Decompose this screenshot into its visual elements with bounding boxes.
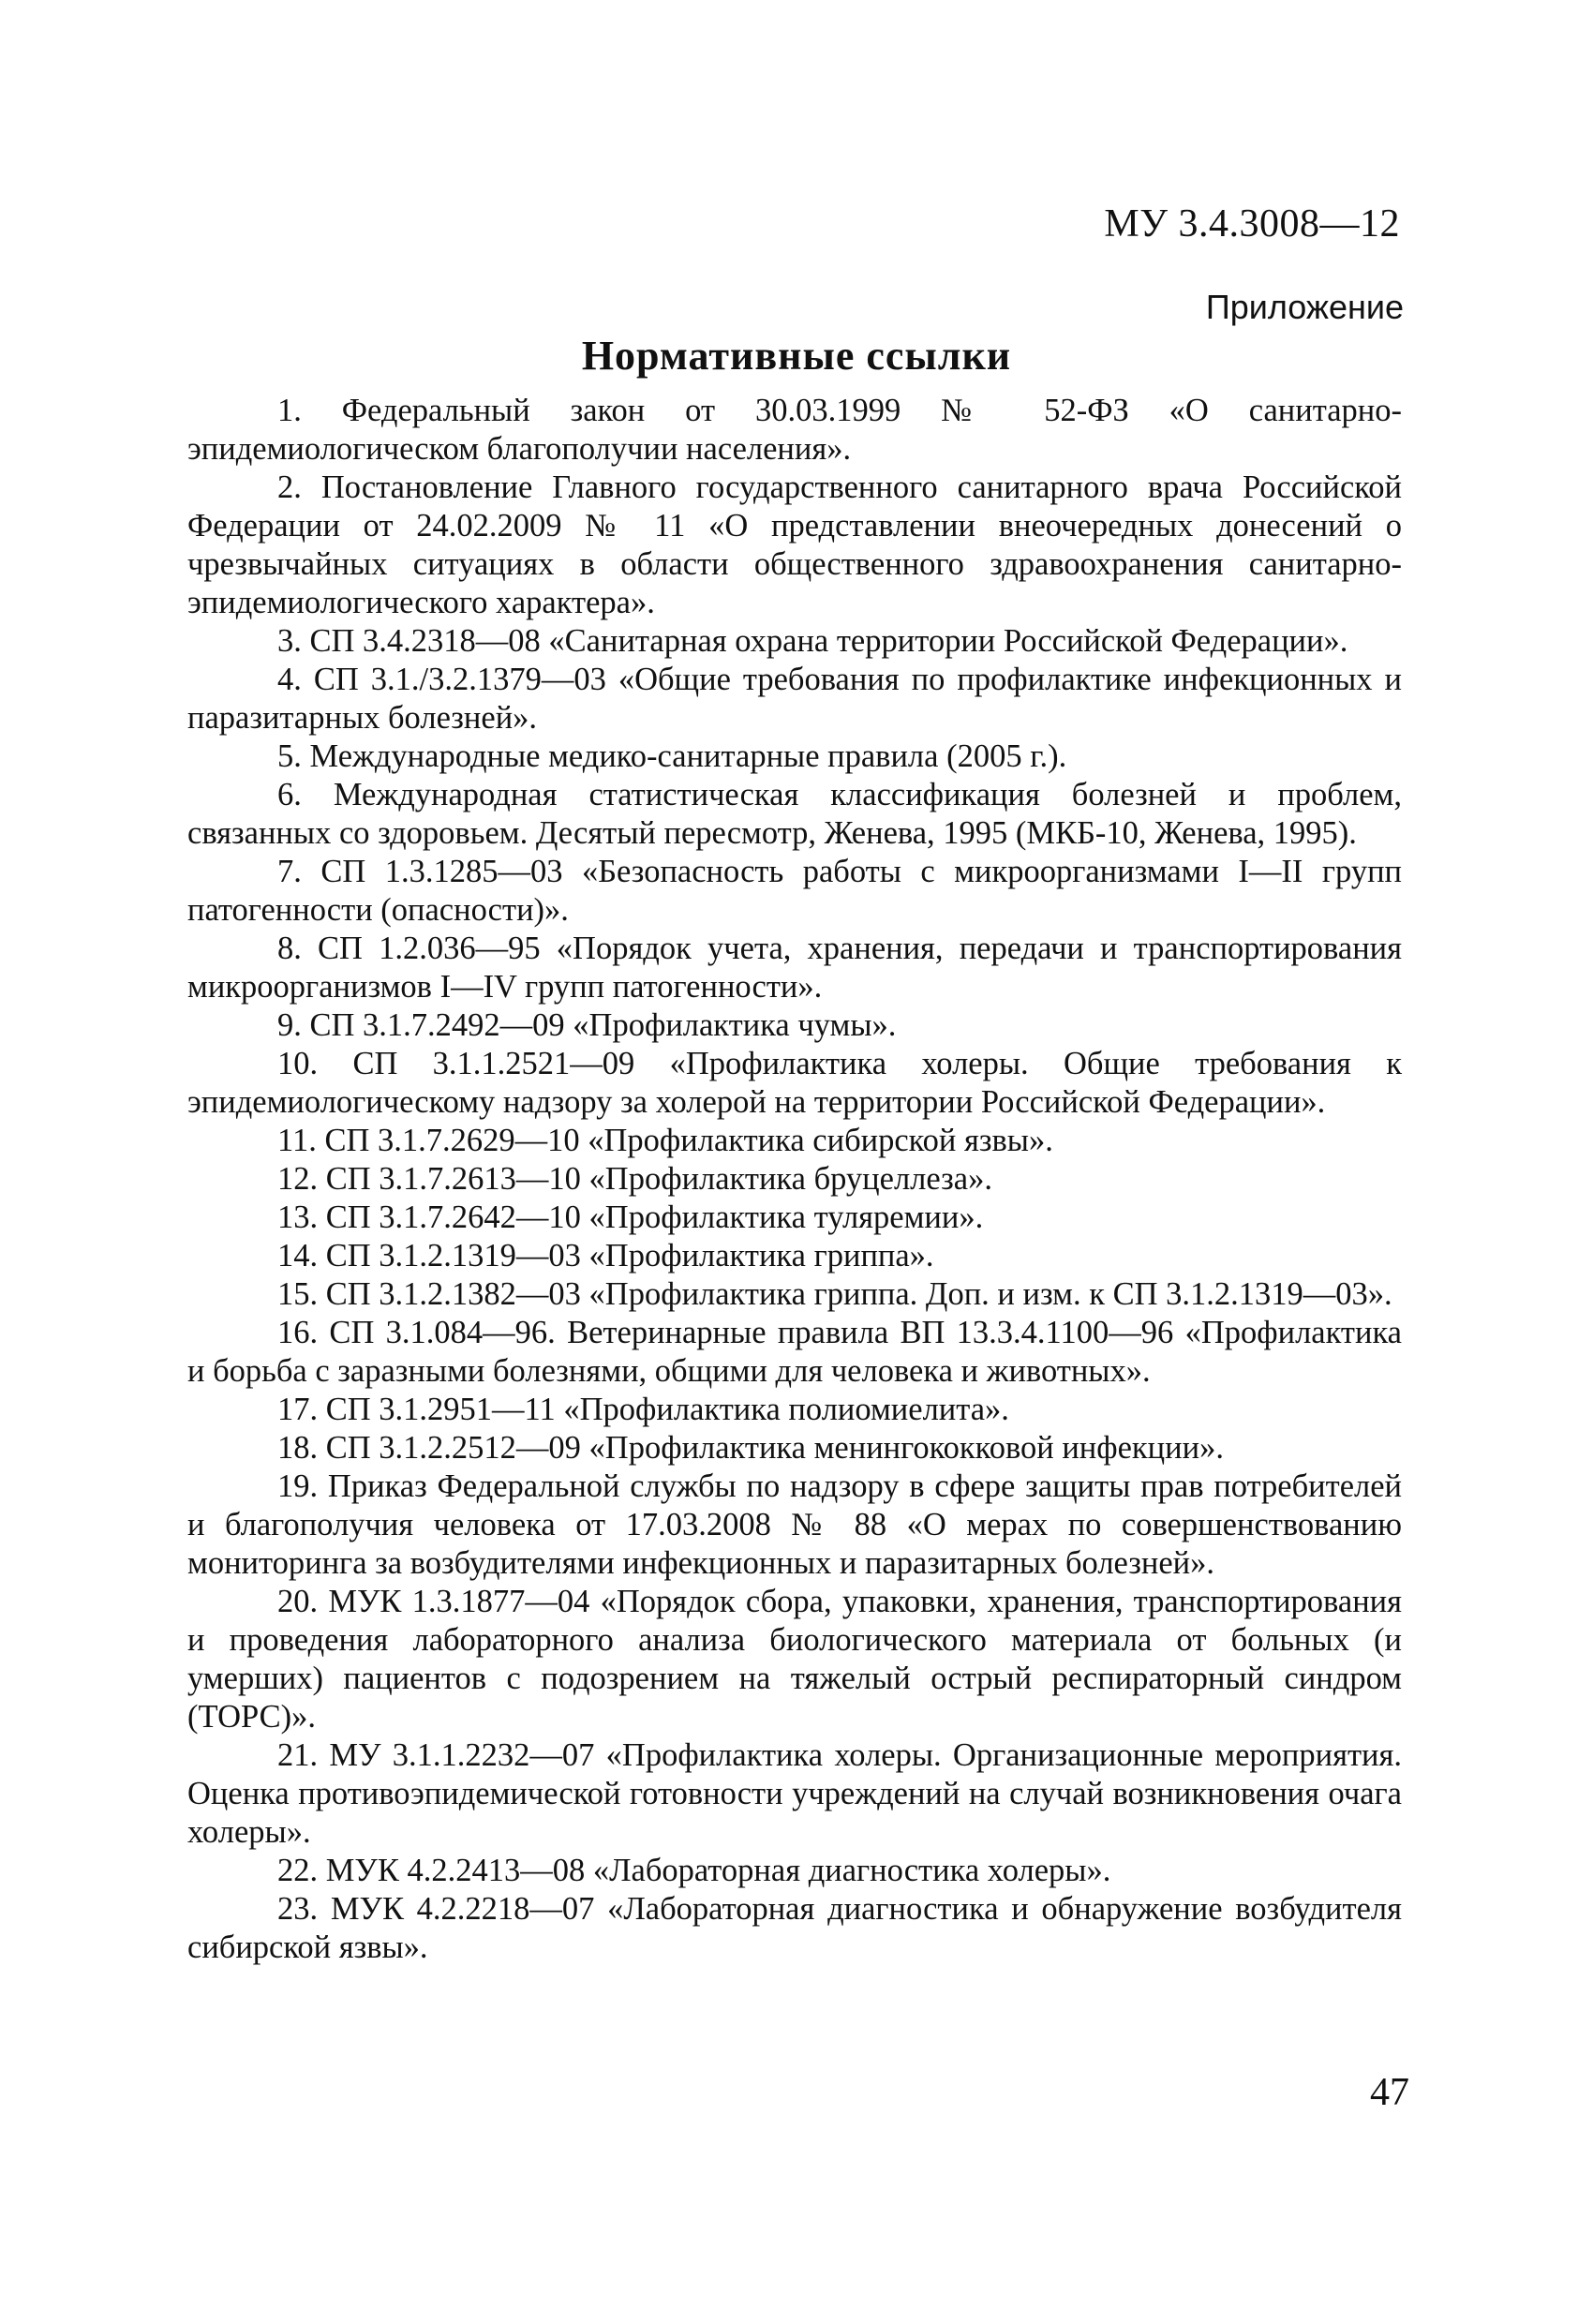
page-number: 47 [1370, 2071, 1409, 2114]
reference-item: 11. СП 3.1.7.2629—10 «Профилактика сибирской язвы». [277, 1123, 1053, 1158]
reference-item: 13. СП 3.1.7.2642—10 «Профилактика туляремии». [277, 1199, 984, 1235]
reference-item: 1. Федеральный закон от 30.03.1999 № 52-ФЗ «О санитарно-эпидемиологическом благополучии населения». [187, 393, 1402, 467]
reference-item: 10. СП 3.1.1.2521—09 «Профилактика холеры. Общие требования к эпидемиологическому надзору за холерой на территории Российской Федерации». [187, 1046, 1402, 1120]
reference-item: 23. МУК 4.2.2218—07 «Лабораторная диагностика и обнаружение возбудителя сибирской язвы». [187, 1891, 1402, 1965]
reference-item: 9. СП 3.1.7.2492—09 «Профилактика чумы». [277, 1007, 897, 1043]
reference-item: 15. СП 3.1.2.1382—03 «Профилактика гриппа. Доп. и изм. к СП 3.1.2.1319—03». [277, 1276, 1392, 1312]
section-title: Нормативные ссылки [581, 333, 1012, 379]
reference-item: 17. СП 3.1.2951—11 «Профилактика полиомиелита». [277, 1392, 1009, 1427]
reference-item: 20. МУК 1.3.1877—04 «Порядок сбора, упаковки, хранения, транспортирования и проведения лабораторного анализа биологического материала от больных (и умерших) пациентов с подозрением на тяжелый острый респираторный синдром (ТОРС)». [187, 1584, 1402, 1735]
document-code: МУ 3.4.3008—12 [1104, 202, 1400, 246]
reference-item: 2. Постановление Главного государственного санитарного врача Российской Федерации от 24.02.2009 № 11 «О представлении внеочередных донесений о чрезвычайных ситуациях в области общественного здравоохранения санитарно-эпидемиологического характера». [187, 469, 1402, 620]
reference-item: 16. СП 3.1.084—96. Ветеринарные правила ВП 13.3.4.1100—96 «Профилактика и борьба с заразными болезнями, общими для человека и животных». [187, 1315, 1402, 1389]
reference-item: 18. СП 3.1.2.2512—09 «Профилактика менингококковой инфекции». [277, 1430, 1224, 1466]
reference-item: 8. СП 1.2.036—95 «Порядок учета, хранения, передачи и транспортирования микроорганизмов I—IV групп патогенности». [187, 931, 1402, 1005]
reference-item: 3. СП 3.4.2318—08 «Санитарная охрана территории Российской Федерации». [277, 623, 1348, 659]
reference-item: 21. МУ 3.1.1.2232—07 «Профилактика холеры. Организационные мероприятия. Оценка противоэпидемической готовности учреждений на случай возникновения очага холеры». [187, 1737, 1402, 1850]
reference-item: 12. СП 3.1.7.2613—10 «Профилактика бруцеллеза». [277, 1161, 992, 1197]
reference-item: 6. Международная статистическая классификация болезней и проблем, связанных со здоровьем. Десятый пересмотр, Женева, 1995 (МКБ-10, Женева, 1995). [187, 777, 1402, 851]
reference-item: 5. Международные медико-санитарные правила (2005 г.). [277, 738, 1067, 774]
references-list [187, 392, 1402, 1967]
reference-item: 22. МУК 4.2.2413—08 «Лабораторная диагностика холеры». [277, 1853, 1111, 1888]
appendix-label: Приложение [1205, 288, 1404, 326]
reference-item: 14. СП 3.1.2.1319—03 «Профилактика гриппа». [277, 1238, 934, 1274]
reference-item: 4. СП 3.1./3.2.1379—03 «Общие требования по профилактике инфекционных и паразитарных болезней». [187, 662, 1402, 736]
reference-item: 7. СП 1.3.1285—03 «Безопасность работы с микроорганизмами I—II групп патогенности (опасности)». [187, 854, 1402, 928]
reference-item: 19. Приказ Федеральной службы по надзору в сфере защиты прав потребителей и благополучия человека от 17.03.2008 № 88 «О мерах по совершенствованию мониторинга за возбудителями инфекционных и паразитарных болезней». [187, 1468, 1402, 1581]
